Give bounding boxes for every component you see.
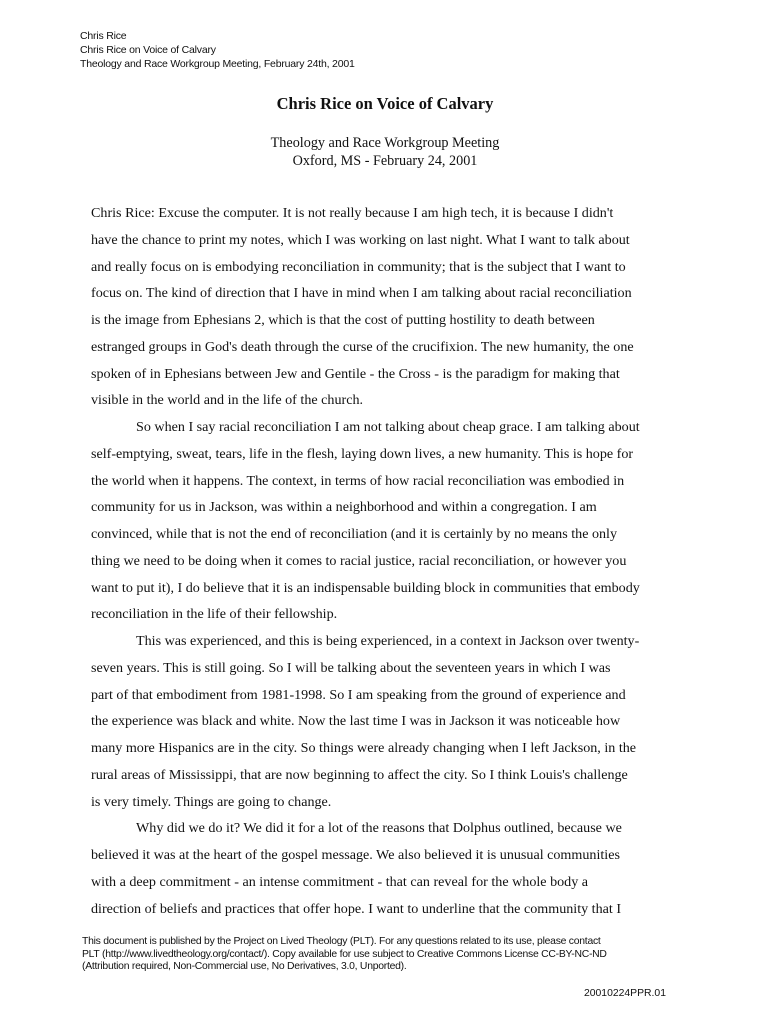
subtitle-place-date: Oxford, MS - February 24, 2001: [292, 153, 478, 169]
body-line: visible in the world and in the life of the church.: [91, 392, 364, 409]
header-author: Chris Rice: [80, 30, 127, 42]
body-line: is very timely. Things are going to change.: [91, 793, 332, 810]
subtitle-meeting: Theology and Race Workgroup Meeting: [270, 135, 500, 151]
body-line: So when I say racial reconciliation I am not talking about cheap grace. I am talking about: [136, 419, 640, 435]
body-line: focus on. The kind of direction that I have in mind when I am talking about racial reconciliation: [91, 285, 632, 302]
license-line: This document is published by the Project on Lived Theology (PLT). For any questions related to its use, please contact: [82, 936, 601, 947]
body-line: thing we need to be doing when it comes to racial justice, racial reconciliation, or however you: [91, 552, 627, 569]
body-line: with a deep commitment - an intense commitment - that can reveal for the whole body a: [91, 873, 589, 890]
body-line: direction of beliefs and practices that offer hope. I want to underline that the community that I: [91, 900, 622, 917]
header-meeting: Theology and Race Workgroup Meeting, February 24th, 2001: [80, 58, 355, 70]
body-line: rural areas of Mississippi, that are now beginning to affect the city. So I think Louis's challenge: [91, 766, 628, 783]
body-line: reconciliation in the life of their fellowship.: [91, 606, 338, 623]
body-line: Why did we do it? We did it for a lot of the reasons that Dolphus outlined, because we: [136, 820, 622, 837]
body-line: community for us in Jackson, was within a neighborhood and within a congregation. I am: [91, 499, 597, 516]
body-line: believed it was at the heart of the gospel message. We also believed it is unusual communities: [91, 847, 620, 863]
body-line: part of that embodiment from 1981-1998. So I am speaking from the ground of experience and: [91, 686, 626, 703]
body-line: want to put it), I do believe that it is an indispensable building block in communities that embody: [91, 579, 640, 596]
body-line: many more Hispanics are in the city. So things were already changing when I left Jackson, in the: [91, 740, 637, 756]
body-line: spoken of in Ephesians between Jew and Gentile - the Cross - is the paradigm for making that: [91, 365, 620, 382]
document-code: 20010224PPR.01: [583, 988, 666, 999]
running-header: [80, 29, 355, 71]
body-line: This was experienced, and this is being experienced, in a context in Jackson over twenty-: [136, 633, 640, 649]
body-line: self-emptying, sweat, tears, life in the flesh, laying down lives, a new humanity. This is hope for: [91, 445, 634, 462]
body-line: convinced, while that is not the end of reconciliation (and it is certainly by no means the only: [91, 526, 618, 542]
body-line: Chris Rice: Excuse the computer. It is not really because I am high tech, it is because I didn't: [91, 205, 614, 221]
body-line: estranged groups in God's death through the curse of the crucifixion. The new humanity, the one: [91, 338, 634, 355]
body-line: the experience was black and white. Now the last time I was in Jackson it was noticeable how: [91, 713, 621, 730]
transcript-body: [91, 200, 691, 922]
body-line: the world when it happens. The context, in terms of how racial reconciliation was embodied in: [91, 472, 625, 489]
header-talk-title: Chris Rice on Voice of Calvary: [80, 44, 216, 56]
document-subtitle: [0, 134, 770, 170]
body-line: and really focus on is embodying reconciliation in community; that is the subject that I want to: [91, 258, 626, 275]
license-line: (Attribution required, Non-Commercial use, No Derivatives, 3.0, Unported).: [82, 961, 407, 972]
document-title: Chris Rice on Voice of Calvary: [276, 94, 494, 113]
body-line: seven years. This is still going. So I will be talking about the seventeen years in which I was: [91, 659, 611, 676]
license-notice: [82, 936, 607, 974]
body-line: is the image from Ephesians 2, which is that the cost of putting hostility to death between: [91, 312, 595, 328]
license-line: PLT (http://www.livedtheology.org/contact/). Copy available for use subject to Creative Commons License CC-BY-NC-ND: [82, 948, 607, 960]
body-line: have the chance to print my notes, which I was working on last night. What I want to talk about: [91, 231, 630, 248]
